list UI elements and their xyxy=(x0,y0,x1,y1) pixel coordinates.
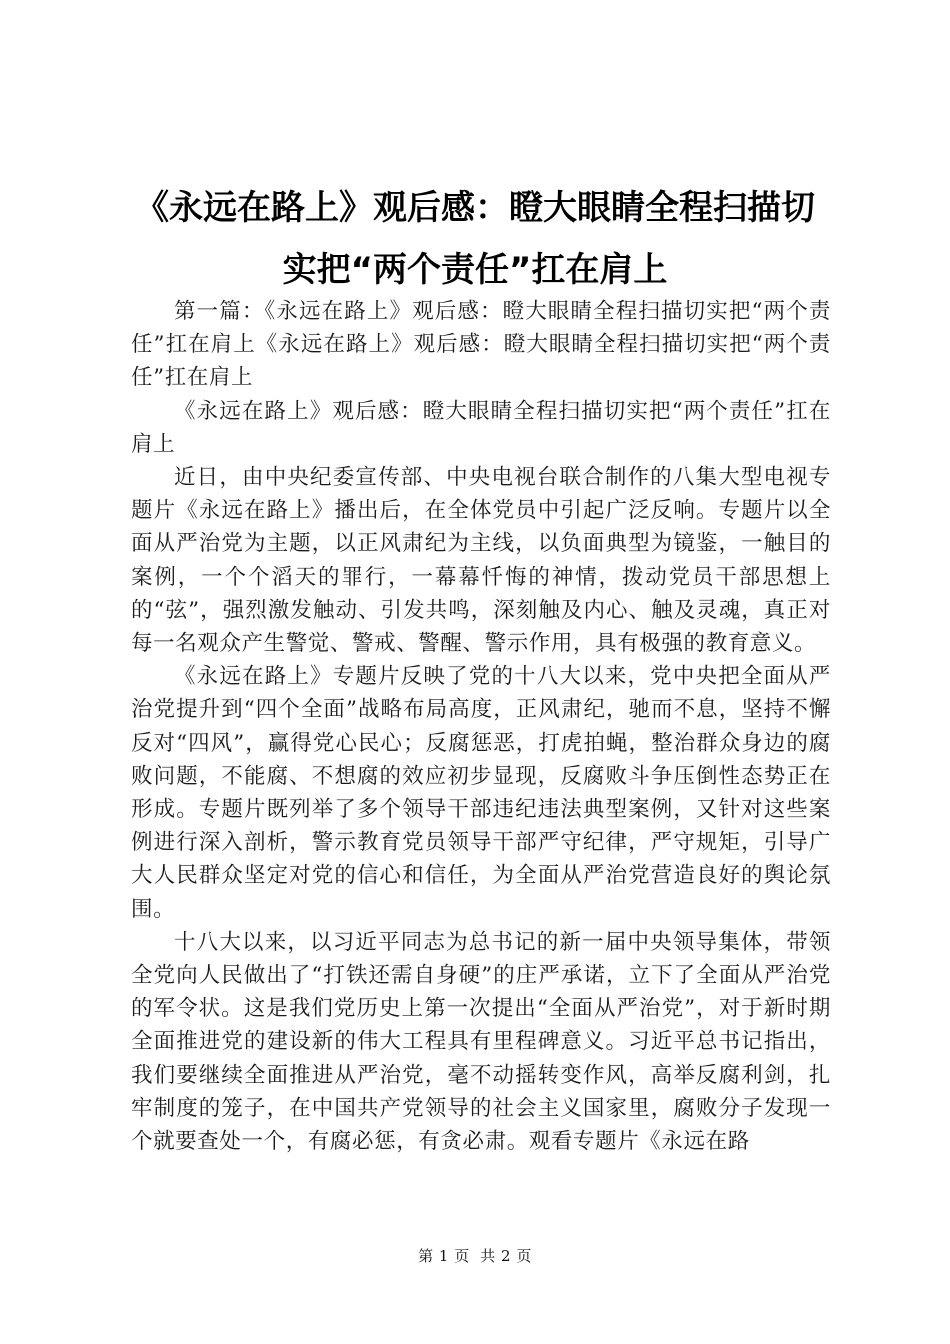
paragraph-2: 《永远在路上》观后感：瞪大眼睛全程扫描切实把“两个责任”扛在肩上 xyxy=(131,398,831,457)
page-number-label: 第 1 页 共 2 页 xyxy=(418,1247,532,1265)
paragraph-4: 《永远在路上》专题片反映了党的十八大以来，党中央把全面从严治党提升到“四个全面”战略布局高度，正风肃纪，驰而不息，坚持不懈反对“四风”，赢得党心民心；反腐惩恶，打虎拍蝇，整治群众身边的腐败问题，不能腐、不想腐的效应初步显现，反腐败斗争压倒性态势正在形成。专题片既列举了多个领导干部违纪违法典型案例，又针对这些案例进行深入剖析，警示教育党员领导干部严守纪律，严守规矩，引导广大人民群众坚定对党的信心和信任，为全面从严治党营造良好的舆论氛围。 xyxy=(131,664,831,922)
paragraph-3: 近日，由中央纪委宣传部、中央电视台联合制作的八集大型电视专题片《永远在路上》播出后，在全体党员中引起广泛反响。专题片以全面从严治党为主题，以正风肃纪为主线，以负面典型为镜鉴，一触目的案例，一个个滔天的罪行，一幕幕忏悔的神情，拨动党员干部思想上的“弦”，强烈激发触动、引发共鸣，深刻触及内心、触及灵魂，真正对每一名观众产生警觉、警戒、警醒、警示作用，具有极强的教育意义。 xyxy=(131,465,831,657)
paragraph-1: 第一篇：《永远在路上》观后感：瞪大眼睛全程扫描切实把“两个责任”扛在肩上《永远在路上》观后感：瞪大眼睛全程扫描切实把“两个责任”扛在肩上 xyxy=(131,299,831,391)
page-footer xyxy=(0,1245,950,1266)
document-body xyxy=(131,295,831,1158)
paragraph-5: 十八大以来，以习近平同志为总书记的新一届中央领导集体，带领全党向人民做出了“打铁还需自身硬”的庄严承诺，立下了全面从严治党的军令状。这是我们党历史上第一次提出“全面从严治党”，对于新时期全面推进党的建设新的伟大工程具有里程碑意义。习近平总书记指出，我们要继续全面推进从严治党，毫不动摇转变作风，高举反腐利剑，扎牢制度的笼子，在中国共产党领导的社会主义国家里，腐败分子发现一个就要查处一个，有腐必惩，有贪必肃。观看专题片《永远在路 xyxy=(131,929,831,1155)
document-title: 《永远在路上》观后感：瞪大眼睛全程扫描切实把“两个责任”扛在肩上 xyxy=(135,188,815,290)
